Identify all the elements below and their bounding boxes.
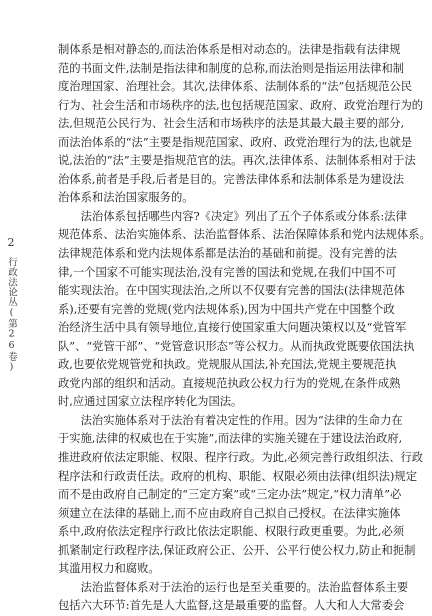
text-line: 能实现法治。在中国实现法治,之所以不仅要有完善的国法(法律规范体 [58, 284, 405, 298]
text-line: 度治理国家、治理社会。其次,法律体系、法制体系的“法”包括规范公民 [58, 80, 413, 94]
text-line: 法律规范体系和党内法规体系都是法治的基础和前提。没有完善的法 [58, 247, 397, 261]
text-line: 须建立在法律的基础上,而不应由政府自己拟自己授权。在法律实施体 [58, 506, 401, 520]
text-line: 系),还要有完善的党规(党内法规体系),因为中国共产党在中国整个政 [58, 302, 395, 316]
text-line: 范的书面文件,法制是指法律和制度的总称,而法治则是指运用法律和制 [58, 61, 405, 75]
text-line: 法治体系包括哪些内容?《决定》列出了五个子体系或分体系:法律 [58, 209, 407, 223]
page-number: 2 [7, 236, 15, 249]
text-line: 系中,政府依法定程序行政比依法定职能、权限行政更重要。为此,必须 [58, 525, 405, 539]
text-line: 包括六大环节:首先是人大监督,这是最重要的监督。人大和人大常委会 [58, 599, 405, 613]
text-line: 治经济生活中具有领导地位,直接行使国家重大问题决策权以及“党管军 [58, 321, 407, 335]
running-head: 行政法论丛(第26卷) [6, 257, 17, 373]
text-line: 程序法和行政责任法。政府的机构、职能、权限必须由法律(组织法)规定 [58, 469, 418, 483]
text-line: 政,也要依党规管党和执政。党规服从国法,补充国法,党规主要规范执 [58, 358, 397, 372]
text-line: 政党内部的组织和活动。直接规范执政公权力行为的党规,在条件成熟 [58, 376, 401, 390]
text-line: 规范体系、法治实施体系、法治监督体系、法治保障体系和党内法规体系。 [58, 228, 431, 242]
body-text [58, 41, 431, 616]
text-line: 说,法治的“法”主要是指规范官的法。再次,法律体系、法制体系相对于法 [58, 154, 416, 168]
text-line: 而法治体系的“法”主要是指规范国家、政府、政党治理行为的法,也就是 [58, 135, 413, 149]
text-line: 时,应通过国家立法程序转化为国法。 [58, 395, 243, 409]
text-line: 推进政府依法定职能、权限、程序行政。为此,必须完善行政组织法、行政 [58, 451, 424, 465]
page-margin [4, 236, 18, 373]
text-line: 法治监督体系对于法治的运行也是至关重要的。法治监督体系主要 [58, 580, 409, 594]
text-line: 抓紧制定行政程序法,保证政府公正、公开、公平行使公权力,防止和扼制 [58, 543, 416, 557]
text-line: 法治实施体系对于法治有着决定性的作用。因为“法律的生命力在 [58, 413, 403, 427]
text-line: 行为、社会生活和市场秩序的法,也包括规范国家、政府、政党治理行为的 [58, 98, 424, 112]
text-line: 队”、“党管干部”、“党管意识形态”等公权力。从而执政党既要依国法执 [58, 339, 415, 353]
text-line: 制体系是相对静态的,而法治体系是相对动态的。法律是指载有法律规 [58, 43, 401, 56]
text-line: 其滥用权力和腐败。 [58, 562, 160, 576]
text-line: 律,一个国家不可能实现法治,没有完善的国法和党规,在我们中国不可 [58, 265, 397, 279]
text-line: 于实施,法律的权威也在于实施”,而法律的实施关键在于建设法治政府, [58, 432, 403, 446]
text-line: 法,但规范公民行为、社会生活和市场秩序的法是其最大最主要的部分, [58, 117, 405, 131]
text-line: 治体系,前者是手段,后者是目的。完善法律体系和法制体系是为建设法 [58, 172, 405, 186]
text-line: 而不是由政府自己制定的“三定方案”或“三定办法”规定,“权力清单”必 [58, 488, 402, 502]
text-line: 治体系和法治国家服务的。 [58, 191, 194, 205]
